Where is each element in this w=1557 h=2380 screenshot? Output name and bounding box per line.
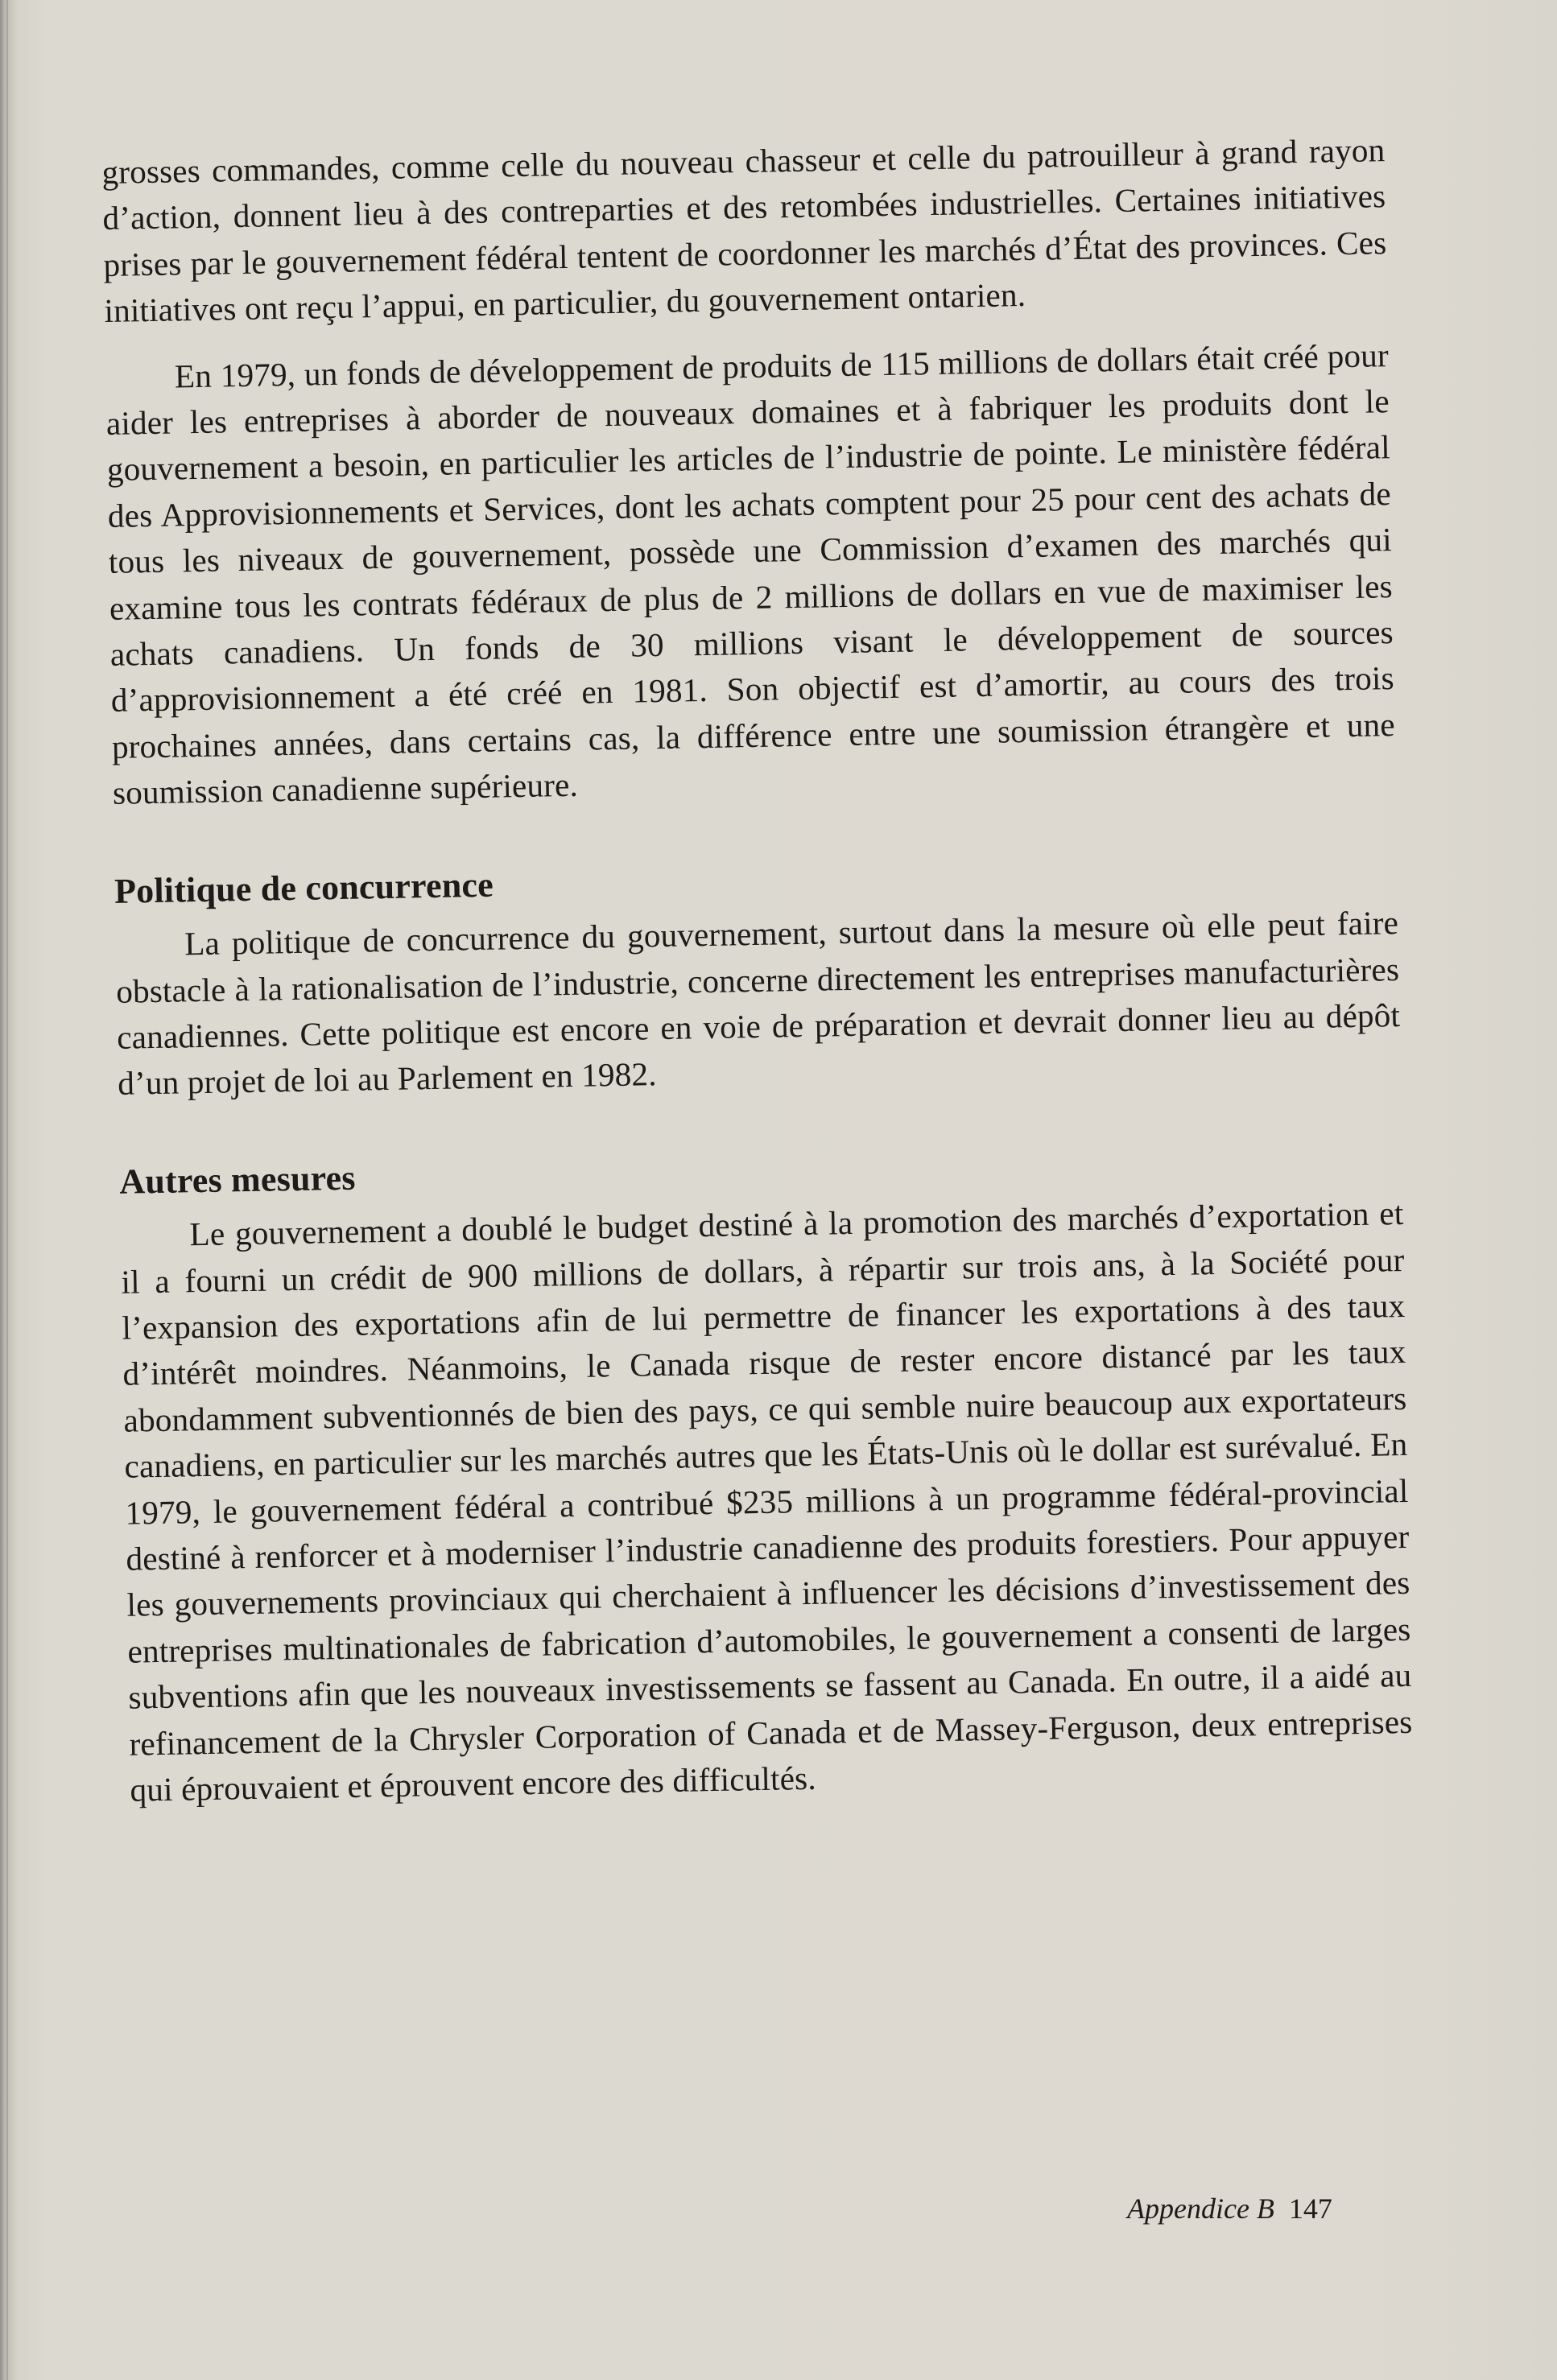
heading-competition-policy: Politique de concurrence — [114, 864, 494, 911]
binding-gutter — [6, 0, 8, 2380]
page-footer — [1127, 2191, 1393, 2226]
paragraph-product-fund: En 1979, un fonds de développement de produits de 115 millions de dollars était créé pour aider les entreprises à aborder de nouveaux domaines et à fabriquer les produits dont le gouvernement a besoin, en particulier les articles de l’industrie de pointe. Le ministère fédéral des Approvisionnements et Services, dont les achats comptent pour 25 pour cent des achats de tous les niveaux de gouvernement, possède une Commission d’examen des marchés qui examine tous les contrats fédéraux de plus de 2 millions de dollars en vue de maximiser les achats canadiens. Un fonds de 30 millions visant le développement de sources d’approvisionnement a été créé en 1981. Son objectif est d’amortir, au cours des trois prochaines années, dans certains cas, la différence entre une soumission étrangère et une soumission canadienne supérieure. — [105, 336, 1396, 812]
paragraph-other-measures: Le gouvernement a doublé le budget destiné à la promotion des marchés d’exportation et il a fourni un crédit de 900 millions de dollars, à répartir sur trois ans, à la Société pour l’expansion des exportations afin de lui permettre de financer les exportations à des taux d’intérêt moindres. Néanmoins, le Canada risque de rester encore distancé par les taux abondamment subventionnés de bien des pays, ce qui semble nuire beaucoup aux exportateurs canadiens, en particulier sur les marchés autres que les États-Unis où le dollar est surévalué. En 1979, le gouvernement fédéral a contribué $235 millions à un programme fédéral-provincial destiné à renforcer et à moderniser l’industrie canadienne des produits forestiers. Pour appuyer les gouvernements provinciaux qui cherchaient à influencer les décisions d’investissement des entreprises multinationales de fabrication d’automobiles, le gouvernement a consenti de larges subventions afin que les nouveaux investissements se fassent au Canada. En outre, il a aidé au refinancement de la Chrysler Corporation of Canada et de Massey-Ferguson, deux entreprises qui éprouvaient et éprouvent encore des difficultés. — [121, 1194, 1413, 1809]
paragraph-continued: grosses commandes, comme celle du nouveau chasseur et celle du patrouilleur à grand rayon d’action, donnent lieu à des contreparties et des retombées industrielles. Certaines initiatives prises par le gouvernement fédéral tentent de coordonner les marchés d’État des provinces. Ces initiatives ont reçu l’appui, en particulier, du gouvernement ontarien. — [101, 131, 1387, 330]
paragraph-competition-policy: La politique de concurrence du gouvernement, surtout dans la mesure où elle peut faire obstacle à la rationalisation de l’industrie, concerne directement les entreprises manufacturières canadiennes. Cette politique est encore en voie de préparation et devrait donner lieu au dépôt d’un projet de loi au Parlement en 1982. — [115, 904, 1401, 1103]
footer-appendix-label: Appendice B — [1127, 2192, 1274, 2225]
page-number: 147 — [1288, 2192, 1332, 2225]
text-column — [101, 127, 1414, 1813]
heading-other-measures: Autres mesures — [118, 1157, 357, 1202]
